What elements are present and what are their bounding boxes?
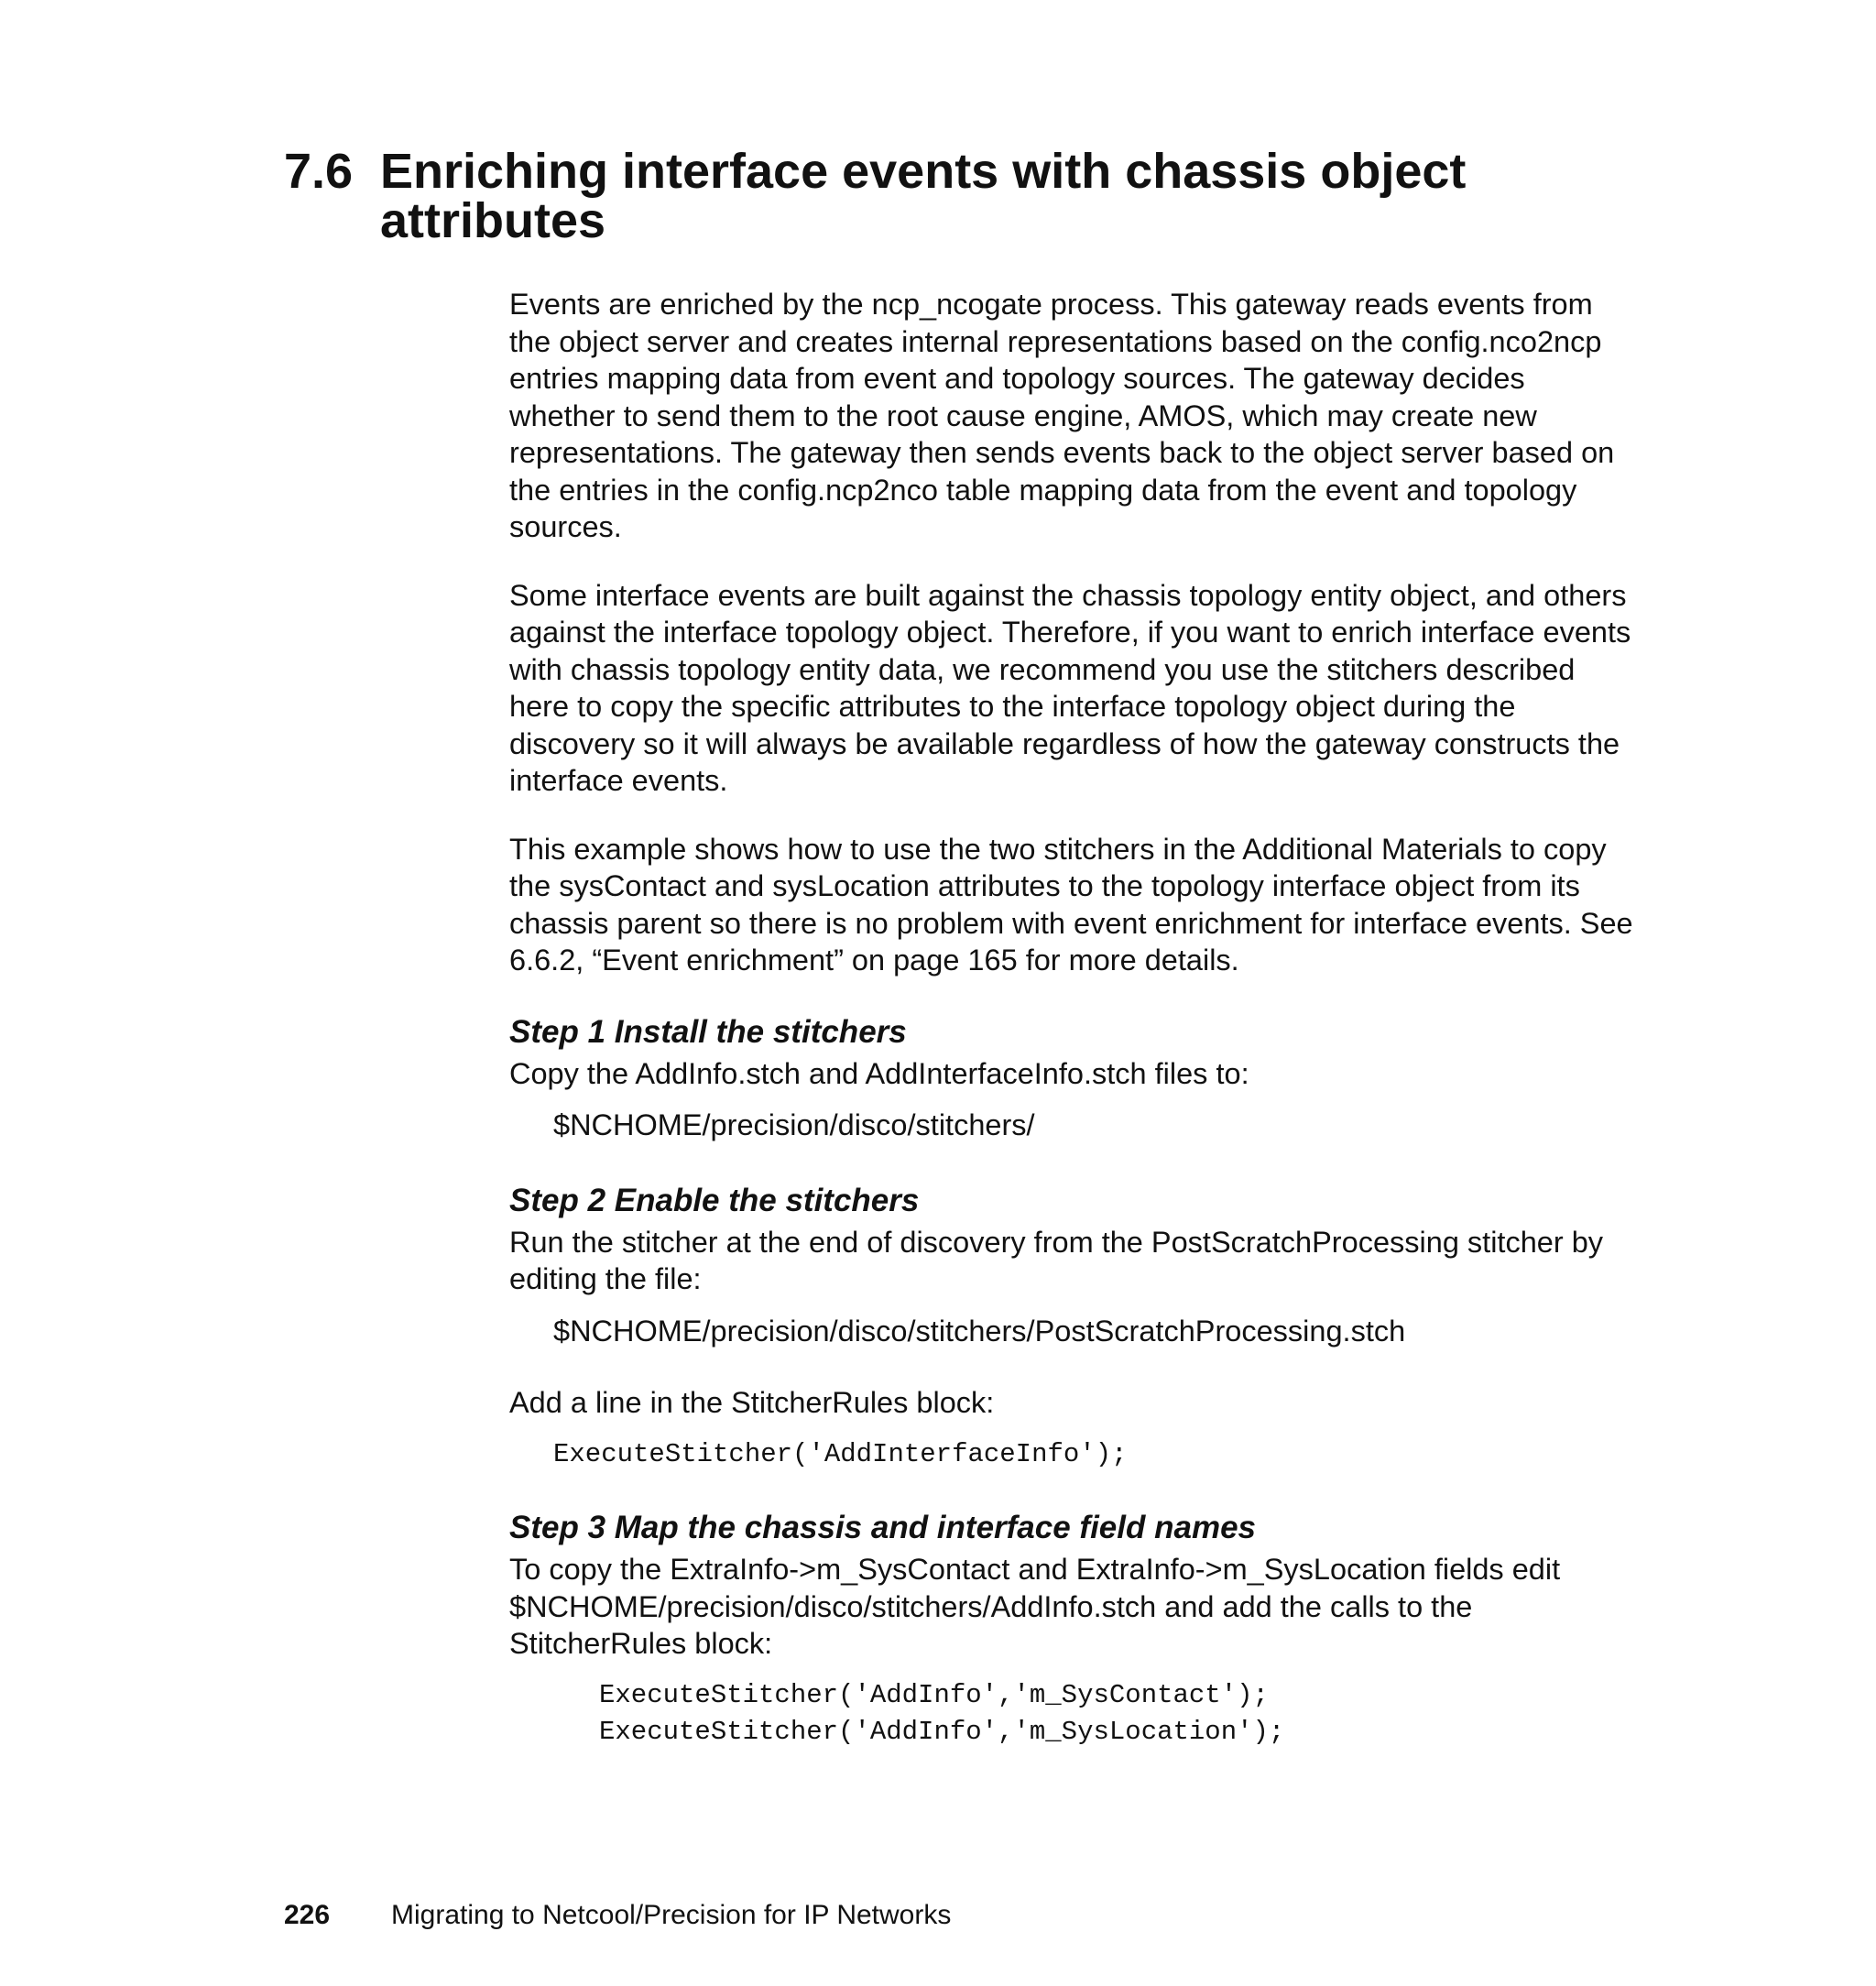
paragraph-example: This example shows how to use the two stitchers in the Additional Materials to copy the sysContact and sysLocation attributes to the topology interface object from its chassis parent so there is no problem with event enrichment for interface events. See 6.6.2, “Event enrichment” on page 165 for more details. bbox=[509, 832, 1633, 977]
step-2-text: Run the stitcher at the end of discovery from the PostScratchProcessing stitcher by editing the file: bbox=[509, 1225, 1604, 1295]
step-3-heading: Step 3 Map the chassis and interface field names bbox=[509, 1510, 1256, 1545]
step-2-text-2: Add a line in the StitcherRules block: bbox=[509, 1386, 995, 1419]
step-1 bbox=[509, 1012, 1636, 1144]
step-3-text: To copy the ExtraInfo->m_SysContact and ExtraInfo->m_SysLocation fields edit $NCHOME/precision/disco/stitchers/AddInfo.stch and add the calls to the StitcherRules block: bbox=[509, 1553, 1561, 1660]
section-title: Enriching interface events with chassis object attributes bbox=[380, 144, 1467, 248]
step-1-path: $NCHOME/precision/disco/stitchers/ bbox=[553, 1108, 1035, 1141]
paragraph-interface-events: Some interface events are built against the chassis topology entity object, and others against the interface topology object. Therefore, if you want to enrich interface events with chassis topology entity data, we recommend you use the stitchers described here to copy the specific attributes to the interface topology object during the discovery so it will always be available regardless of how the gateway constructs the interface events. bbox=[509, 578, 1631, 797]
paragraph-enrichment-overview: Events are enriched by the ncp_ncogate process. This gateway reads events from the object server and creates internal representations based on the config.nco2ncp entries mapping data from event and topology sources. The gateway decides whether to send them to the root cause engine, AMOS, which may create new representations. The gateway then sends events back to the object server based on the entries in the config.ncp2nco table mapping data from the event and topology sources. bbox=[509, 288, 1615, 543]
step-2 bbox=[509, 1181, 1636, 1474]
step-2-path: $NCHOME/precision/disco/stitchers/PostScratchProcessing.stch bbox=[553, 1314, 1406, 1348]
section-body bbox=[509, 286, 1636, 1751]
step-1-text: Copy the AddInfo.stch and AddInterfaceInfo.stch files to: bbox=[509, 1056, 1249, 1090]
step-3-code: ExecuteStitcher('AddInfo','m_SysContact'); ExecuteStitcher('AddInfo','m_SysLocation'); bbox=[599, 1679, 1285, 1747]
step-2-heading: Step 2 Enable the stitchers bbox=[509, 1182, 920, 1218]
page-number: 226 bbox=[284, 1900, 331, 1930]
section-number: 7.6 bbox=[284, 144, 354, 199]
book-title: Migrating to Netcool/Precision for IP Networks bbox=[391, 1900, 952, 1930]
step-3 bbox=[509, 1508, 1636, 1751]
step-2-code: ExecuteStitcher('AddInterfaceInfo'); bbox=[553, 1438, 1128, 1469]
step-1-heading: Step 1 Install the stitchers bbox=[509, 1013, 907, 1050]
